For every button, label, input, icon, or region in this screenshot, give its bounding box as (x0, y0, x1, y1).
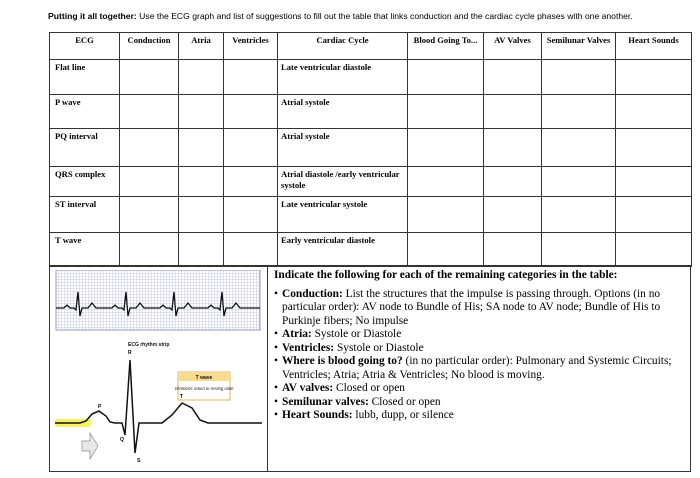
suggestion-label: Atria: (282, 328, 312, 340)
table-row (50, 95, 692, 129)
blood-going-to-cell[interactable] (408, 95, 484, 129)
instructions (48, 11, 698, 21)
suggestion-label: Where is blood going to? (282, 355, 403, 367)
table-row (50, 129, 692, 167)
ventricles-cell[interactable] (224, 60, 278, 95)
ventricles-cell[interactable] (224, 129, 278, 167)
suggestion-label: Heart Sounds: (282, 409, 353, 421)
list-item (274, 328, 688, 342)
ecg-cell: T wave (50, 233, 120, 267)
header-cardiac-cycle: Cardiac Cycle (278, 33, 408, 60)
suggestion-label: AV valves: (282, 382, 334, 394)
heart-sounds-cell[interactable] (616, 95, 692, 129)
suggestion-text: Systole or Diastole (334, 341, 424, 354)
conduction-table (49, 32, 692, 267)
cardiac-cycle-cell: Early ventricular diastole (278, 233, 408, 267)
ventricles-cell[interactable] (224, 197, 278, 233)
suggestions-heading: Indicate the following for each of the remaining categories in the table: (274, 269, 618, 281)
conduction-cell[interactable] (120, 60, 179, 95)
cardiac-cycle-cell: Atrial systole (278, 129, 408, 167)
suggestion-label: Semilunar valves: (282, 395, 369, 408)
ecg-cell: P wave (50, 95, 120, 129)
suggestion-text: Closed or open (333, 382, 405, 394)
header-atria: Atria (179, 33, 224, 60)
heart-sounds-cell[interactable] (616, 233, 692, 267)
semilunar-valves-cell[interactable] (542, 129, 616, 167)
heart-sounds-cell[interactable] (616, 167, 692, 197)
suggestion-label: Ventricles: (282, 341, 335, 354)
av-valves-cell[interactable] (484, 95, 542, 129)
blood-going-to-cell[interactable] (408, 60, 484, 95)
semilunar-valves-cell[interactable] (542, 197, 616, 233)
cardiac-cycle-cell: Atrial systole (278, 95, 408, 129)
ecg-figure (52, 270, 264, 470)
ecg-cell: Flat line (50, 60, 120, 95)
header-conduction: Conduction (120, 33, 179, 60)
heart-sounds-cell[interactable] (616, 129, 692, 167)
header-blood-going-to: Blood Going To... (408, 33, 484, 60)
ventricles-cell[interactable] (224, 167, 278, 197)
strip-label: ECG rhythm strip (128, 342, 170, 348)
av-valves-cell[interactable] (484, 167, 542, 197)
list-item (274, 288, 688, 329)
label-p: P (98, 404, 102, 410)
semilunar-valves-cell[interactable] (542, 167, 616, 197)
list-item (274, 396, 688, 410)
table-row (50, 197, 692, 233)
suggestion-text: Systole or Diastole (311, 328, 402, 340)
heart-sounds-cell[interactable] (616, 197, 692, 233)
table-row (50, 167, 692, 197)
table-row (50, 233, 692, 267)
list-item (274, 342, 688, 356)
label-r: R (128, 350, 132, 356)
bottom-panel (49, 265, 691, 472)
heart-sounds-cell[interactable] (616, 60, 692, 95)
list-item (274, 409, 688, 423)
av-valves-cell[interactable] (484, 197, 542, 233)
suggestion-text: (in no particular order): Pulmonary and Systemic Circuits; Ventricles; Atria; Atria & Ventricles; No blood is moving. (282, 355, 672, 381)
conduction-cell[interactable] (120, 129, 179, 167)
cardiac-cycle-cell: Atrial diastole /early ventricular systole (278, 167, 408, 197)
twave-callout (175, 372, 235, 400)
conduction-cell[interactable] (120, 197, 179, 233)
twave-note: Ventricles return to resting state (174, 386, 234, 391)
conduction-cell[interactable] (120, 95, 179, 129)
suggestions-list (274, 288, 688, 423)
atria-cell[interactable] (179, 233, 224, 267)
atria-cell[interactable] (179, 60, 224, 95)
instructions-text: Use the ECG graph and list of suggestions to fill out the table that links conduction and the cardiac cycle phases with one another. (136, 11, 633, 21)
header-heart-sounds: Heart Sounds (616, 33, 692, 60)
blood-going-to-cell[interactable] (408, 129, 484, 167)
av-valves-cell[interactable] (484, 233, 542, 267)
suggestion-text: List the structures that the impulse is passing through. Options (in no particular order): AV node to Bundle of His; SA node to AV node; Bundle of His to Purkinje fibers; No impulse (282, 287, 661, 327)
instructions-lead: Putting it all together: (48, 11, 137, 21)
panel-divider (267, 266, 268, 471)
ecg-cell: ST interval (50, 197, 120, 233)
suggestions-panel (274, 269, 688, 423)
header-ventricles: Ventricles (224, 33, 278, 60)
table-row (50, 60, 692, 95)
cardiac-cycle-cell: Late ventricular systole (278, 197, 408, 233)
semilunar-valves-cell[interactable] (542, 95, 616, 129)
suggestion-text: Closed or open (368, 395, 441, 408)
label-q: Q (120, 437, 124, 443)
blood-going-to-cell[interactable] (408, 233, 484, 267)
atria-cell[interactable] (179, 197, 224, 233)
header-av-valves: AV Valves (484, 33, 542, 60)
header-semilunar-valves: Semilunar Valves (542, 33, 616, 60)
suggestion-label: Conduction: (282, 287, 343, 300)
blood-going-to-cell[interactable] (408, 197, 484, 233)
twave-title: T wave (195, 375, 213, 381)
pr-arrow (82, 433, 98, 459)
suggestion-text: lubb, dupp, or silence (352, 409, 454, 421)
ventricles-cell[interactable] (224, 95, 278, 129)
ecg-cell: QRS complex (50, 167, 120, 197)
ventricles-cell[interactable] (224, 233, 278, 267)
header-ecg: ECG (50, 33, 120, 60)
ecg-rhythm-strip (56, 270, 260, 330)
semilunar-valves-cell[interactable] (542, 233, 616, 267)
list-item (274, 355, 688, 382)
list-item (274, 382, 688, 396)
conduction-cell[interactable] (120, 167, 179, 197)
semilunar-valves-cell[interactable] (542, 60, 616, 95)
ecg-waveform (55, 360, 262, 453)
atria-cell[interactable] (179, 129, 224, 167)
conduction-cell[interactable] (120, 233, 179, 267)
blood-going-to-cell[interactable] (408, 167, 484, 197)
av-valves-cell[interactable] (484, 60, 542, 95)
atria-cell[interactable] (179, 167, 224, 197)
atria-cell[interactable] (179, 95, 224, 129)
av-valves-cell[interactable] (484, 129, 542, 167)
table-header-row (50, 33, 692, 60)
label-s: S (137, 458, 141, 464)
ecg-cell: PQ interval (50, 129, 120, 167)
cardiac-cycle-cell: Late ventricular diastole (278, 60, 408, 95)
label-t: T (180, 394, 184, 400)
